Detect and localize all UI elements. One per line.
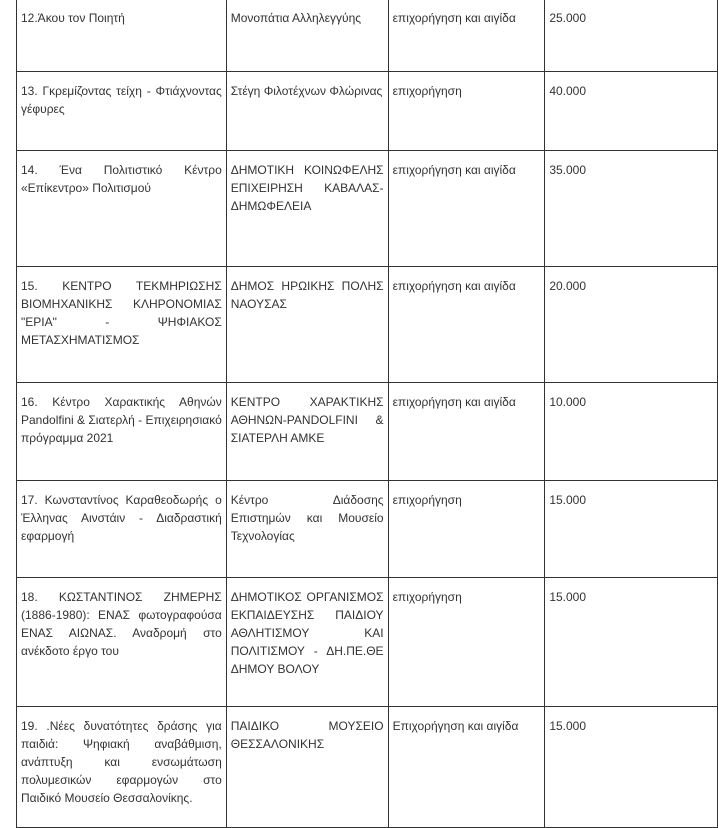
organization-cell: Κέντρο Διάδοσης Επιστημών και Μουσείο Τεχνολογίας: [226, 481, 388, 578]
project-title-cell: 13. Γκρεμίζοντας τείχη - Φτιάχνοντας γέφυρες: [17, 72, 227, 151]
amount-cell: 35.000: [545, 151, 718, 267]
amount-cell: 15.000: [545, 707, 718, 828]
amount-cell: 10.000: [545, 383, 718, 481]
support-type-cell: Επιχορήγηση και αιγίδα: [388, 707, 545, 828]
amount-cell: 20.000: [545, 267, 718, 383]
table-row: [17, 0, 718, 72]
amount-cell: 40.000: [545, 72, 718, 151]
organization-cell: ΔΗΜΟΤΙΚΗ ΚΟΙΝΩΦΕΛΗΣ ΕΠΙΧΕΙΡΗΣΗ ΚΑΒΑΛΑΣ-ΔΗΜΩΦΕΛΕΙΑ: [226, 151, 388, 267]
support-type-cell: επιχορήγηση: [388, 72, 545, 151]
project-title-cell: 15. ΚΕΝΤΡΟ ΤΕΚΜΗΡΙΩΣΗΣ ΒΙΟΜΗΧΑΝΙΚΗΣ ΚΛΗΡΟΝΟΜΙΑΣ "ΕΡΙΑ" - ΨΗΦΙΑΚΟΣ ΜΕΤΑΣΧΗΜΑΤΙΣΜΟΣ: [17, 267, 227, 383]
organization-cell: ΚΕΝΤΡΟ ΧΑΡΑΚΤΙΚΗΣ ΑΘΗΝΩΝ-PANDOLFINI & ΣΙΑΤΕΡΛΗ ΑΜΚΕ: [226, 383, 388, 481]
table-row: [17, 72, 718, 151]
support-type-cell: επιχορήγηση: [388, 578, 545, 707]
amount-cell: 15.000: [545, 578, 718, 707]
project-title-cell: 18. ΚΩΣΤΑΝΤΙΝΟΣ ΖΗΜΕΡΗΣ (1886-1980): ΕΝΑΣ φωτογραφούσα ΕΝΑΣ ΑΙΩΝΑΣ. Αναδρομή στο ανέκδοτο έργο του: [17, 578, 227, 707]
table-row: [17, 267, 718, 383]
support-type-cell: επιχορήγηση και αιγίδα: [388, 383, 545, 481]
table-row: [17, 578, 718, 707]
project-title-cell: 14. Ένα Πολιτιστικό Κέντρο «Επίκεντρο» Πολιτισμού: [17, 151, 227, 267]
organization-cell: ΔΗΜΟΣ ΗΡΩΙΚΗΣ ΠΟΛΗΣ ΝΑΟΥΣΑΣ: [226, 267, 388, 383]
grants-table: [16, 0, 718, 828]
organization-cell: ΔΗΜΟΤΙΚΟΣ ΟΡΓΑΝΙΣΜΟΣ ΕΚΠΑΙΔΕΥΣΗΣ ΠΑΙΔΙΟΥ ΑΘΛΗΤΙΣΜΟΥ ΚΑΙ ΠΟΛΙΤΙΣΜΟΥ - ΔΗ.ΠΕ.ΘΕ ΔΗΜΟΥ ΒΟΛΟΥ: [226, 578, 388, 707]
table-row: [17, 383, 718, 481]
support-type-cell: επιχορήγηση και αιγίδα: [388, 151, 545, 267]
amount-cell: 25.000: [545, 0, 718, 72]
support-type-cell: επιχορήγηση και αιγίδα: [388, 0, 545, 72]
organization-cell: ΠΑΙΔΙΚΟ ΜΟΥΣΕΙΟ ΘΕΣΣΑΛΟΝΙΚΗΣ: [226, 707, 388, 828]
table-row: [17, 707, 718, 828]
organization-cell: Στέγη Φιλοτέχνων Φλώρινας: [226, 72, 388, 151]
project-title-cell: 17. Κωνσταντίνος Καραθεοδωρής ο Έλληνας Αινστάιν - Διαδραστική εφαρμογή: [17, 481, 227, 578]
project-title-cell: 16. Κέντρο Χαρακτικής Αθηνών Pandolfini & Σιατερλή - Επιχειρησιακό πρόγραμμα 2021: [17, 383, 227, 481]
project-title-cell: 19. .Νέες δυνατότητες δράσης για παιδιά: Ψηφιακή αναβάθμιση, ανάπτυξη και ενσωμάτωση πολυμεσικών εφαρμογών στο Παιδικό Μουσείο Θεσσαλονίκης.: [17, 707, 227, 828]
table-row: [17, 481, 718, 578]
project-title-cell: 12.Άκου τον Ποιητή: [17, 0, 227, 72]
support-type-cell: επιχορήγηση: [388, 481, 545, 578]
amount-cell: 15.000: [545, 481, 718, 578]
table-row: [17, 151, 718, 267]
organization-cell: Μονοπάτια Αλληλεγγύης: [226, 0, 388, 72]
support-type-cell: επιχορήγηση και αιγίδα: [388, 267, 545, 383]
